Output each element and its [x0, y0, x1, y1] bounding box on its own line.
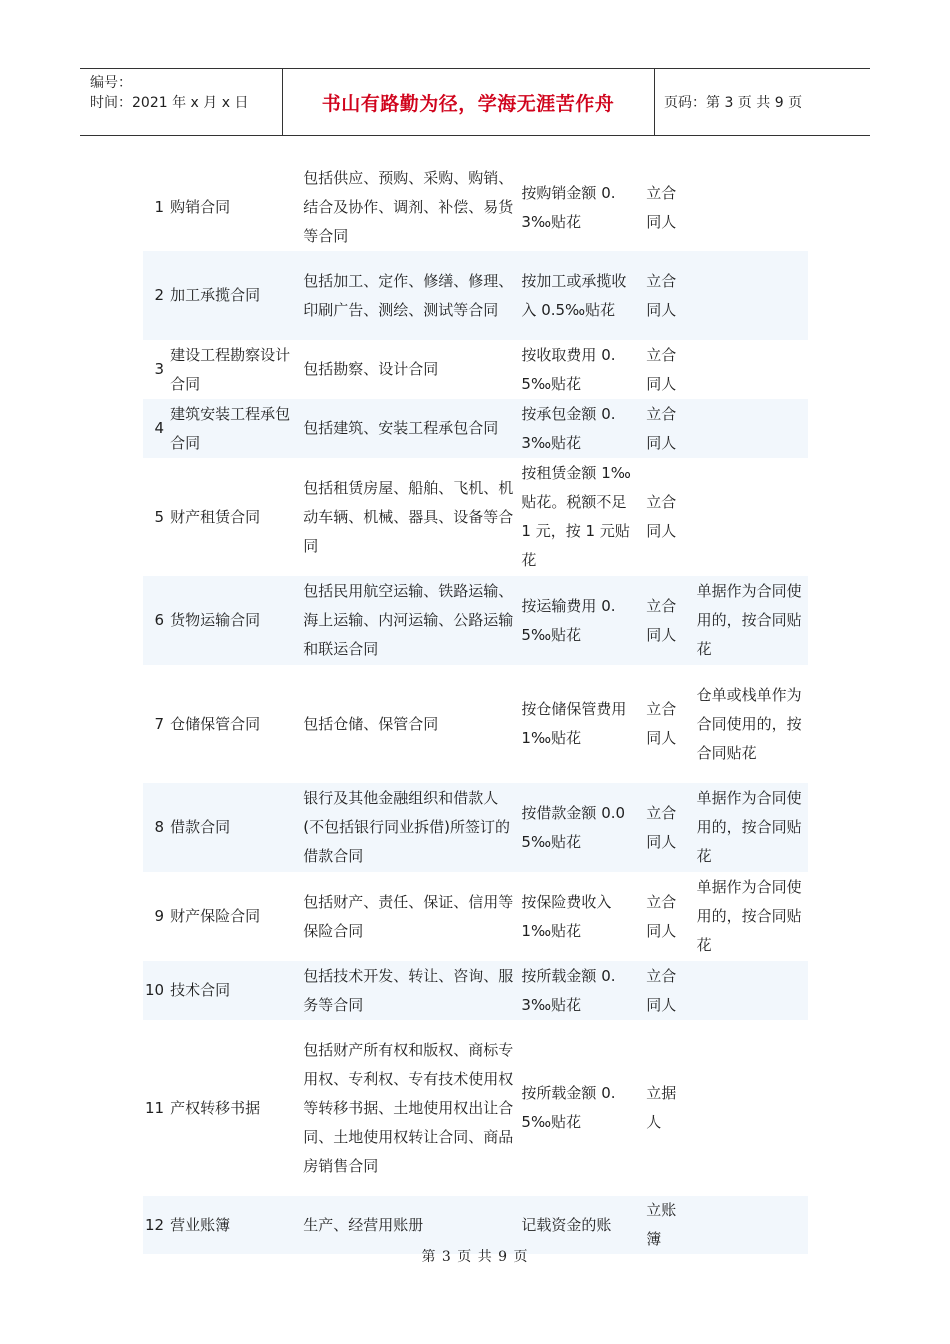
tax-rate: 按保险费收入 1‰贴花	[521, 892, 612, 940]
table-row	[143, 872, 808, 961]
contract-scope: 包括勘察、设计合同	[303, 360, 439, 378]
row-number: 9	[154, 907, 165, 925]
row-number: 6	[143, 576, 166, 665]
tax-rate: 按借款金额 0.05‰贴花	[517, 783, 642, 872]
taxpayer: 立合同人	[646, 493, 677, 540]
table-row	[143, 576, 808, 665]
header-page-indicator: 页码：第 3 页 共 9 页	[664, 95, 803, 111]
tax-rate: 按仓储保管费用 1‰贴花	[521, 700, 627, 747]
row-number: 11	[144, 1098, 165, 1117]
date-line: 时间：2021 年 x 月 x 日	[90, 95, 249, 111]
taxpayer: 立合同人	[646, 892, 677, 940]
contract-scope: 包括技术开发、转让、咨询、服务等合同	[299, 961, 517, 1020]
row-number: 10	[143, 961, 166, 1020]
contract-scope: 包括财产、责任、保证、信用等保险合同	[303, 892, 514, 940]
contract-scope: 包括供应、预购、采购、购销、结合及协作、调剂、补偿、易货等合同	[303, 169, 514, 245]
note: 单据作为合同使用的，按合同贴花	[693, 576, 808, 665]
note	[693, 399, 808, 458]
stamp-duty-table	[143, 164, 808, 1254]
contract-scope: 包括民用航空运输、铁路运输、海上运输、内河运输、公路运输和联运合同	[299, 576, 517, 665]
table-row	[143, 961, 808, 1020]
header-meta	[90, 73, 248, 113]
note	[693, 458, 808, 576]
note	[693, 961, 808, 1020]
contract-name: 货物运输合同	[166, 576, 299, 665]
note	[693, 251, 808, 340]
taxpayer: 立合同人	[646, 345, 677, 393]
row-number: 2	[143, 251, 166, 340]
header-motto: 书山有路勤为径，学海无涯苦作舟	[321, 92, 615, 115]
note	[693, 340, 808, 399]
note	[693, 164, 808, 251]
table-row	[143, 251, 808, 340]
taxpayer: 立合同人	[642, 399, 692, 458]
taxpayer: 立合同人	[642, 961, 692, 1020]
contract-name: 财产保险合同	[170, 907, 261, 925]
taxpayer: 立合同人	[646, 700, 677, 747]
tax-rate: 按所载金额 0.3‰贴花	[517, 961, 642, 1020]
note	[693, 1020, 808, 1196]
note: 单据作为合同使用的，按合同贴花	[696, 878, 802, 954]
tax-rate: 按加工或承揽收入 0.5‰贴花	[517, 251, 642, 340]
tax-rate: 按购销金额 0.3‰贴花	[521, 183, 616, 231]
table-row	[143, 164, 808, 251]
table-body	[143, 164, 808, 1254]
contract-scope: 包括租赁房屋、船舶、飞机、机动车辆、机械、器具、设备等合同	[303, 478, 514, 555]
tax-rate: 记载资金的账	[517, 1196, 642, 1254]
taxpayer: 立合同人	[642, 251, 692, 340]
page-footer: 第 3 页 共 9 页	[421, 1249, 529, 1265]
table-row	[143, 665, 808, 783]
table-row	[143, 1020, 808, 1196]
taxpayer: 立合同人	[642, 576, 692, 665]
table-row	[143, 458, 808, 576]
contract-name: 加工承揽合同	[166, 251, 299, 340]
contract-scope: 银行及其他金融组织和借款人(不包括银行同业拆借)所签订的借款合同	[299, 783, 517, 872]
contract-name: 借款合同	[166, 783, 299, 872]
taxpayer: 立合同人	[642, 783, 692, 872]
row-number: 7	[154, 714, 165, 733]
contract-name: 仓储保管合同	[170, 714, 261, 733]
taxpayer: 立合同人	[646, 183, 677, 231]
table-row	[143, 399, 808, 458]
tax-rate: 按承包金额 0.3‰贴花	[517, 399, 642, 458]
contract-name: 产权转移书据	[170, 1098, 261, 1117]
tax-rate: 按租赁金额 1‰贴花。税额不足 1 元，按 1 元贴花	[521, 464, 631, 569]
table-row	[143, 783, 808, 872]
contract-name: 建筑安装工程承包合同	[166, 399, 299, 458]
row-number: 3	[154, 360, 165, 378]
taxpayer: 立据人	[646, 1084, 677, 1131]
note: 仓单或栈单作为合同使用的，按合同贴花	[696, 685, 802, 762]
contract-scope: 包括加工、定作、修缮、修理、印刷广告、测绘、测试等合同	[299, 251, 517, 340]
tax-rate: 按所载金额 0.5‰贴花	[521, 1084, 616, 1131]
serial-label: 编号：	[90, 75, 132, 91]
contract-scope: 包括仓储、保管合同	[303, 714, 439, 733]
tax-rate: 按收取费用 0.5‰贴花	[521, 345, 616, 393]
contract-name: 购销合同	[170, 198, 231, 216]
contract-scope: 包括财产所有权和版权、商标专用权、专利权、专有技术使用权等转移书据、土地使用权出让合同、土地使用权转让合同、商品房销售合同	[303, 1040, 514, 1175]
contract-name: 建设工程勘察设计合同	[170, 345, 291, 393]
row-number: 5	[154, 507, 165, 526]
row-number: 4	[143, 399, 166, 458]
contract-name: 技术合同	[166, 961, 299, 1020]
tax-rate: 按运输费用 0.5‰贴花	[517, 576, 642, 665]
table-row	[143, 340, 808, 399]
note: 单据作为合同使用的，按合同贴花	[693, 783, 808, 872]
row-number: 8	[143, 783, 166, 872]
contract-scope: 生产、经营用账册	[299, 1196, 517, 1254]
taxpayer: 立账簿	[642, 1196, 692, 1254]
contract-name: 财产租赁合同	[170, 507, 261, 526]
header-divider	[654, 69, 655, 135]
page-header	[80, 68, 870, 136]
row-number: 12	[143, 1196, 166, 1254]
contract-scope: 包括建筑、安装工程承包合同	[299, 399, 517, 458]
row-number: 1	[154, 198, 165, 216]
contract-name: 营业账簿	[166, 1196, 299, 1254]
